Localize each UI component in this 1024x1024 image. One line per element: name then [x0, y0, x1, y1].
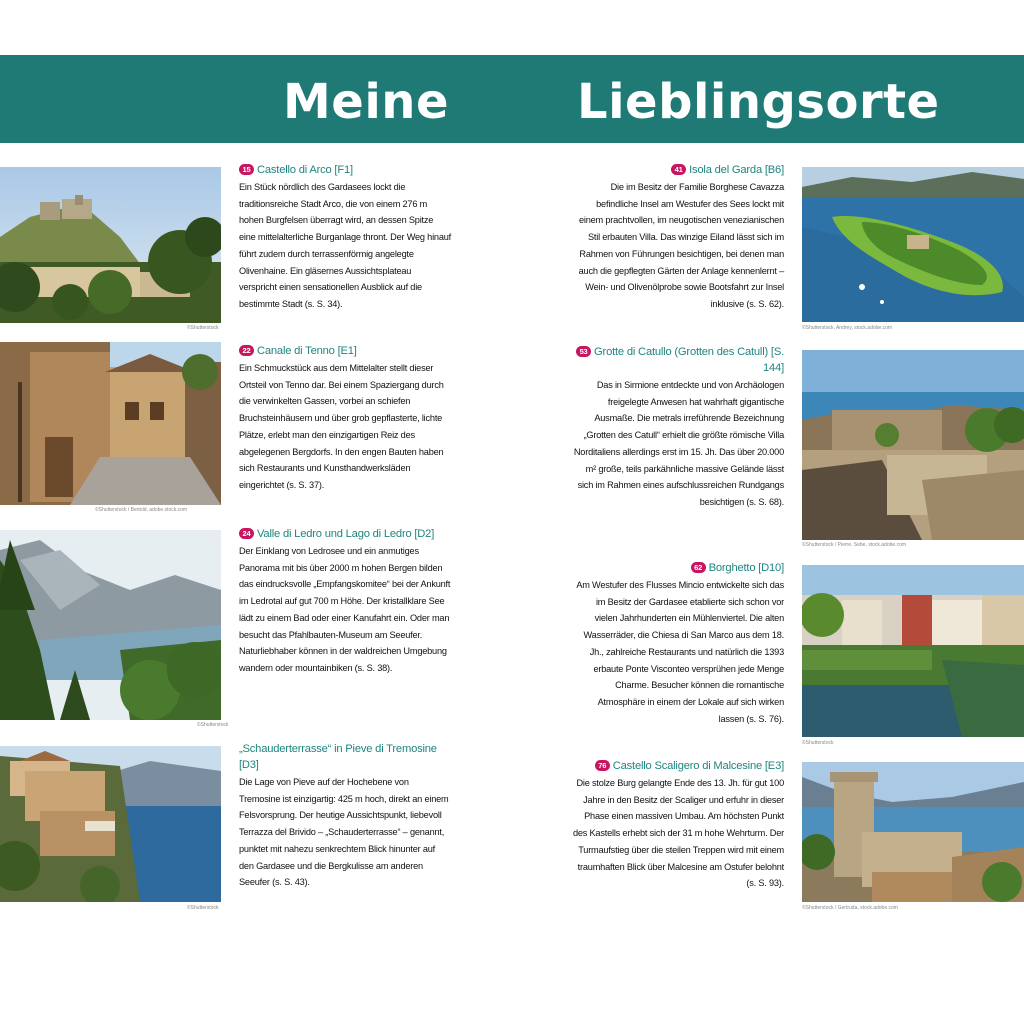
photo-pieve-di-tremosine [0, 746, 221, 902]
entry-body: Die stolze Burg gelangte Ende des 13. Jh. für gut 100 Jahre in den Besitz der Scaliger und erfuhr in dieser Phase einen massiven Umbau. Am höchsten Punkt des Kastells erhebt sich der 31 m hohe Wehrturm. Der Turmaufstieg über die steilen Treppen wird mit einem traumhaften Blick über Malcesine am Ostufer belohnt (s. S. 93). [572, 778, 784, 889]
entry-body: Ein Schmuckstück aus dem Mittelalter stellt dieser Ortsteil von Tenno dar. Bei einem Spaziergang durch die verwinkelten Gassen, vorbei an schiefen Bruchsteinhäusern und über grob gepflasterte, lichte Plätze, erlebt man den einzigartigen Reiz des abgelegenen Bergdorfs. In den engen Bauten haben sich Restaurants und Kunsthandwerksläden eingerichtet (s. S. 37). [239, 363, 444, 490]
photo-borghetto [802, 565, 1024, 737]
entry-title: Canale di Tenno [E1] [257, 345, 357, 357]
location-number-badge: 22 [239, 345, 254, 356]
entry-body: Ein Stück nördlich des Gardasees lockt die traditionsreiche Stadt Arco, die von einem 276 m hohen Burgfelsen überragt wird, an dessen Spitze eine mittelalterliche Burganlage thront. Der Weg hinauf führt zudem durch terrassenförmig angelegte Olivenhaine. Ein gläsernes Aussichtsplateau verspricht einen sensationellen Ausblick auf die bestimmte Stadt (s. S. 34). [239, 182, 452, 309]
entry-isola-del-garda [572, 162, 784, 313]
entry-title: Isola del Garda [B6] [689, 164, 784, 176]
location-number-badge: 41 [671, 164, 686, 175]
page-title-left: Meine [283, 74, 449, 130]
photo-credit: ©Shutterstock, Andrey, stock.adobe.com [802, 325, 893, 331]
location-number-badge: 53 [576, 346, 591, 357]
entry-body: Am Westufer des Flusses Mincio entwickelte sich das im Besitz der Gardasee etablierte sich schon vor vielen Jahrhunderten ein Mühlenviertel. Die alten Wasserräder, die Chiesa di San Marco aus dem 18. Jh., zahlreiche Restaurants und natürlich die 1393 erbaute Ponte Visconteo versprühen jede Menge Charme. Besucher können die romantische Atmosphäre in einem der Lokale auf sich wirken lassen (s. S. 76). [576, 580, 784, 724]
location-number-badge: 76 [595, 760, 610, 771]
photo-credit: ©Shutterstock [802, 740, 834, 746]
photo-isola-del-garda [802, 167, 1024, 322]
entry-body: Die im Besitz der Familie Borghese Cavazza befindliche Insel am Westufer des Sees lockt mit einem prachtvollen, im neugotischen venezianischen Stil erbauten Villa. Das winzige Eiland lässt sich im Rahmen von Führungen besichtigen, bei denen man auch die gepflegten Gärten der Anlage kennenlernt – Wein- und Olivenölprobe sowie Bootsfahrt zur Insel inklusive (s. S. 62). [578, 182, 784, 309]
photo-castello-scaligero [802, 762, 1024, 902]
entry-castello-scaligero [572, 758, 784, 892]
entry-canale-di-tenno [239, 343, 451, 494]
photo-credit: ©Shutterstock / Bertold, adobe.stock.com [95, 507, 188, 513]
entry-title: Castello di Arco [F1] [257, 164, 353, 176]
entry-body: Der Einklang von Ledrosee und ein anmutiges Panorama mit bis über 2000 m hohen Bergen bilden das eindrucksvolle „Empfangskomitee“ bei der Ankunft im Ledrotal auf gut 700 m Höhe. Der kristallklare See lädt zu einem Bad oder einer Kanufahrt ein. Oder man besucht das Pfahlbauten-Museum am Seeufer. Naturliebhaber können in der waldreichen Umgebung wandern oder mountainbiken (s. S. 38). [239, 546, 451, 673]
photo-credit: ©Shutterstock / Pierre, Sebe, stock.adobe.com [802, 542, 907, 548]
entry-castello-di-arco [239, 162, 451, 313]
entry-title: Grotte di Catullo (Grotten des Catull) [S. 144] [594, 346, 784, 374]
photo-canale-di-tenno [0, 342, 221, 505]
location-number-badge: 24 [239, 528, 254, 539]
entry-title: Valle di Ledro und Lago di Ledro [D2] [257, 528, 435, 540]
entry-title: Borghetto [D10] [708, 562, 784, 574]
photo-credit: ©Shutterstock [187, 905, 219, 911]
photo-credit: ©Shutterstock [197, 722, 229, 728]
entry-title: „Schauderterrasse“ in Pieve di Tremosine [D3] [239, 743, 437, 771]
entry-valle-di-ledro [239, 526, 451, 677]
location-number-badge: 15 [239, 164, 254, 175]
photo-valle-di-ledro [0, 530, 221, 720]
entry-body: Das in Sirmione entdeckte und von Archäologen freigelegte Anwesen hat wahrhaft gigantische Ausmaße. Die metrals irreführende Bezeichnung „Grotten des Catull“ erhielt die größte römische Villa Norditaliens allerdings erst im 15. Jh. Das über 20.000 m² große, teils parkähnliche massive Gelände lässt sich im Rahmen eines aufschlussreichen Rundgangs besichtigen (s. S. 68). [573, 380, 784, 507]
entry-body: Die Lage von Pieve auf der Hochebene von Tremosine ist einzigartig: 425 m hoch, direkt an einem Felsvorsprung. Der heutige Aussichtspunkt, liebevoll Terrazza del Brivido – „Schauderterrasse“ – genannt, punktet mit nahezu senkrechtem Blick hinunter auf den Gardasee und die Bergkulisse am anderen Seeufer (s. S. 43). [239, 777, 449, 888]
photo-credit: ©Shutterstock / Gertruda, stock.adobe.com [802, 905, 898, 911]
entry-schauderterrasse [239, 741, 451, 891]
photo-grotte-di-catullo [802, 350, 1024, 540]
photo-credit: ©Shutterstock [187, 325, 219, 331]
photo-castello-di-arco [0, 167, 221, 323]
location-number-badge: 62 [691, 562, 706, 573]
entry-title: Castello Scaligero di Malcesine [E3] [612, 760, 784, 772]
entry-grotte-di-catullo [572, 344, 784, 511]
entry-borghetto [572, 560, 784, 727]
page-title-right: Lieblingsorte [577, 74, 940, 130]
